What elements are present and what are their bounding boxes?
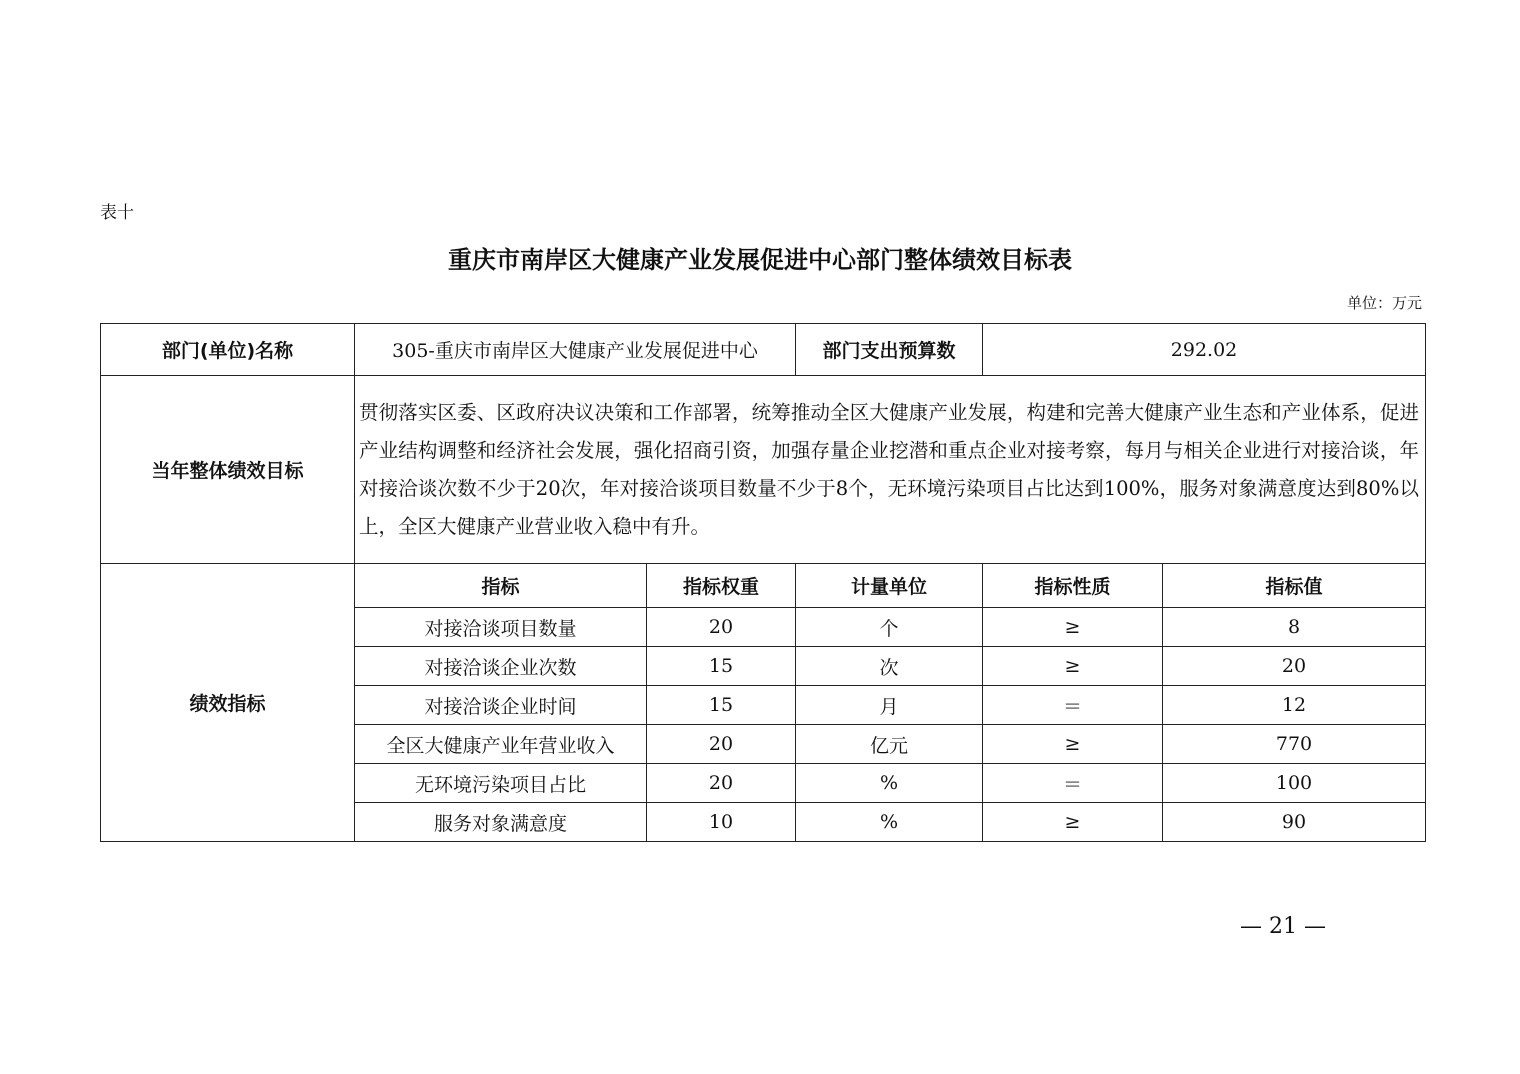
budget-value: 292.02 [983, 324, 1426, 376]
indicator-nature: ＝ [983, 764, 1163, 803]
indicator-name: 服务对象满意度 [355, 803, 647, 842]
indicator-name: 对接洽谈企业次数 [355, 647, 647, 686]
header-unit: 计量单位 [796, 564, 983, 608]
header-nature: 指标性质 [983, 564, 1163, 608]
goal-row [101, 376, 1426, 564]
goal-text: 贯彻落实区委、区政府决议决策和工作部署，统筹推动全区大健康产业发展，构建和完善大健康产业生态和产业体系，促进产业结构调整和经济社会发展，强化招商引资，加强存量企业挖潜和重点企业对接考察，每月与相关企业进行对接洽谈，年对接洽谈次数不少于20次，年对接洽谈项目数量不少于8个，无环境污染项目占比达到100%，服务对象满意度达到80%以上，全区大健康产业营业收入稳中有升。 [355, 376, 1426, 564]
indicator-unit: % [796, 803, 983, 842]
indicator-value: 12 [1163, 686, 1426, 725]
indicator-weight: 10 [647, 803, 796, 842]
indicator-nature: ＝ [983, 686, 1163, 725]
table-number-label: 表十 [100, 203, 134, 223]
indicator-nature: ≥ [983, 803, 1163, 842]
indicator-nature: ≥ [983, 647, 1163, 686]
dept-name-value: 305-重庆市南岸区大健康产业发展促进中心 [355, 324, 796, 376]
indicator-name: 全区大健康产业年营业收入 [355, 725, 647, 764]
indicator-weight: 20 [647, 725, 796, 764]
indicator-value: 20 [1163, 647, 1426, 686]
indicator-name: 对接洽谈企业时间 [355, 686, 647, 725]
indicator-name: 无环境污染项目占比 [355, 764, 647, 803]
goal-label: 当年整体绩效目标 [101, 376, 355, 564]
header-indicator: 指标 [355, 564, 647, 608]
page-number: — 21 — [1240, 914, 1326, 939]
indicator-unit: 亿元 [796, 725, 983, 764]
indicator-name: 对接洽谈项目数量 [355, 608, 647, 647]
indicator-weight: 20 [647, 608, 796, 647]
indicator-unit: 个 [796, 608, 983, 647]
indicator-value: 100 [1163, 764, 1426, 803]
page-title: 重庆市南岸区大健康产业发展促进中心部门整体绩效目标表 [448, 246, 1072, 274]
dept-name-label: 部门(单位)名称 [101, 324, 355, 376]
indicator-weight: 15 [647, 647, 796, 686]
performance-table [100, 323, 1426, 842]
indicator-value: 90 [1163, 803, 1426, 842]
indicator-weight: 20 [647, 764, 796, 803]
indicator-nature: ≥ [983, 608, 1163, 647]
header-value: 指标值 [1163, 564, 1426, 608]
indicator-unit: % [796, 764, 983, 803]
indicators-label: 绩效指标 [101, 564, 355, 842]
indicator-header-row [101, 564, 1426, 608]
indicator-value: 8 [1163, 608, 1426, 647]
indicator-value: 770 [1163, 725, 1426, 764]
indicator-unit: 月 [796, 686, 983, 725]
budget-label: 部门支出预算数 [796, 324, 983, 376]
dept-row [101, 324, 1426, 376]
header-weight: 指标权重 [647, 564, 796, 608]
indicator-weight: 15 [647, 686, 796, 725]
indicator-nature: ≥ [983, 725, 1163, 764]
indicator-unit: 次 [796, 647, 983, 686]
unit-label: 单位：万元 [1346, 294, 1422, 312]
